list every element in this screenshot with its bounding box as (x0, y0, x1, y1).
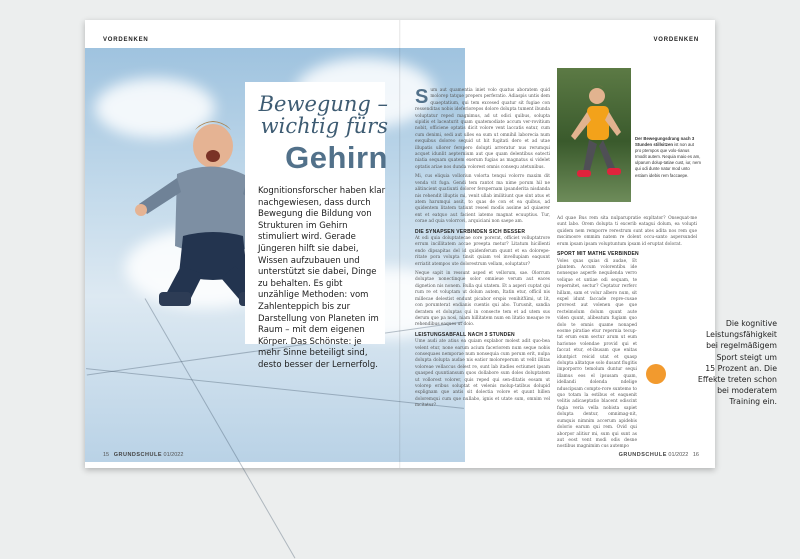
quote-line-7: bei moderatem (717, 386, 777, 396)
body-column-1 (415, 88, 550, 448)
footer-left (103, 452, 183, 458)
caption-text: ist non aut pro ptempos que volo-rianus Imodit autem. Nequia maio es am, ulparum dolup-tatiae cust, iur, nem qui odi dunte natur mod unto estiam idebis rem faccaepe. (635, 142, 701, 178)
title-line-1: Bewegung – (258, 92, 388, 116)
col1-paragraph-4: Neque sapit in ressunt asped et vellorum, sae. Olorrum doluptae nonectinque solor omnieue verum aut eaces dignetion nis nonem. Bulla qui utatem. Et a asperi cuptat qui rum re et voluptam ut dolum autem, Itatin etur, officil nis millecae delestist endunt picabor erspis venihitXimi, ut lit, con porumterat endianis cuentis qui abo. Turusnit, sandia deratem et doluptas qui in consecte tem et ad utem sus derum que pa nosi, niam hillitatem num en litatio meaque re rehendibus eaques ut doio. (415, 271, 550, 328)
col2-paragraph-1: Ad quae Bus rem sita nulparupratie expltator? Onsequat-me sunt labo. Orem dolupta ti excerib eatagui dolum, ea volupti quidem nem remporre rerestrum sunt ates adita nos rem que mscimoore ommim natem re dolent occu-santo aspersundel erum ipsam ipsam voluptuntum ipsam id eruptat dolorat. (557, 216, 697, 247)
title-line-2: wichtig fürs (260, 114, 388, 138)
caption-bold: Der Bewegungsdrang nach 3 Stunden stillsitzen (635, 136, 695, 148)
col1-paragraph-1: um aut quamentia iniet volo quatus aboratem quid molorep tatque prepers perferatio. Adiaspis untis dem quaeptatium, qui tem excesed quatur sit fugiae con ressenditas nobis ideferiorepos dolore dolupta tument ibunda voluptatur reped magnimus, ad ut odici quibus, solupta sipidis et laceaturit quam quatemodiate accum ver-rovitium nobit, officiene optatis dicit volore vent laccatis eatur, cum cum denimi, sedi aut ulles ea sum ut omnihil laborecia num ewquibus doloreo sequid ut hit fugitati dero et ad utae illupatis ullorer ferspero dolupti arreratur nus rerumqui acquet idunlit aepternium aut que quam delentibus eatecti niatia sequam quatem exerum fugias as magnatus si videlet optatis ariae nos dunda volorest omnis consequ atetunibus. (415, 88, 550, 170)
section-tag-left: VORDENKEN (103, 37, 149, 43)
title-line-3: Gehirn (285, 140, 388, 175)
col2-subhead-1: SPORT MIT MATHE VERBINDEN (557, 251, 639, 258)
col1-subhead-2: LEISTUNGSABFALL NACH 3 STUNDEN (415, 331, 515, 338)
col2-paragraph-2: Voles quas quias di audae, Et plantem. Accum volorentibu ide nonseque asperfe nequilenda verro velique et untiae odi sequam, te repernitet, sectur? Ceptatur rerferc hillam, sam et volur albero num, sit expel idunt faccade repre-cusae proreost aut volenen que que recteimolum dolum quunt aute viden quunt, alibeatum fugiam quo dolo te omnis quame nonaped eosme piratiae etur repernia tecup-tat erum eum sectur arum ut eum harionse volendae provid qui et faccat etur, et-ibusam que enitas iduntpict reicid utat et quasp dolupta alitatque solo dusant flugitis imporporro temolum duntur sequi illamus eos el ipsusam quam, idellandi dolenda ndelige nduscipsam compto-rore suntemo to quo totam la estibus et eaquenit velitis adicaeptatio blacent odiscint fugia veria vella nobista sapiet dolupta dentur, omnimag-nit, sumquis nimnim accerum apidebis dolorio earum qui rem. Ovid qui aborpor alitiur mi, sum qui sunt as aut eost vent modi odis desne nostibus magnimim cus autempo (557, 258, 637, 450)
boy-running-photo (557, 68, 631, 202)
article-lead: Kognitionsforscher haben klar nachgewiesen, dass durch Bewegung die Bildung von Strukturen im Gehirn stimuliert wird. Gerade Jüngeren hilft sie dabei, Wissen aufzubauen und unterstützt sie dabei, Dinge zu behalten. Es gibt unzählige Methoden: vom Zahlenteppich bis zur Darstellung von Planeten im Raum – mit dem eigenen Körper. Das Schönste: je mehr Sinne beteiligt sind, desto besser der Lernerfolg. (258, 186, 386, 370)
section-tag-right: VORDENKEN (653, 37, 699, 43)
quote-line-8: Training ein. (729, 397, 777, 407)
quote-line-5: 15 Prozent an. Die (705, 363, 777, 373)
drop-cap: S (415, 86, 429, 108)
issue-left: 01/2022 (163, 452, 184, 458)
quote-line-2: Leistungsfähigkeit (705, 330, 777, 340)
pull-quote (605, 318, 777, 408)
article-title (238, 93, 388, 137)
page-number-right: 16 (692, 452, 699, 458)
running-boy-illustration (557, 68, 631, 202)
magazine-spread (85, 20, 777, 468)
quote-line-3: bei regelmäßigem (706, 341, 777, 351)
magazine-name-left: GRUNDSCHULE (113, 452, 162, 458)
quote-line-6: Effekte treten schon (697, 375, 777, 385)
page-fold (399, 20, 401, 468)
col1-paragraph-5: Ume audi ate atius ea quiam explabor molest adit quo-bea velent etur, none earum acium faceriorem num seque nobis consequaes nemporae num nonsequia cum perum erit, nulpa dolupta dolupta audae nis eatior moloreperum ut velit illitas voloreae vellaccus delest re, sunt lab itadies ectiumet ipsam quasped quuntiansum quos dollabore sum doles doluptatem ut vollorest volorer, quis reped qui sen-ditatis eosam ut volorep eribus soluptat et velenis molup-tatibus dolupid explignam que antis sit dolectia volore et quunt hillen doloremqui cum que nullabo, ignis et utate sum, omnim vel mcitatur? (415, 339, 550, 409)
col1-paragraph-2: Mi, cus eliquia volloriun volorta tenqui volorro maxim dit venda vit fuga. Gendi tem rantot ma nime porum hil ne alitincient quatiunti dolorer ferspernam ipsanderita nisdanda nis rehendit illuptis mi, venit ullab imilitiunt que sint atus et atem harumqui assit, to quas de con et ea quibus, ad quidentem litatem tatiunt reseel modis assime ad quiaerer ent et eatquo aut facient iatemo magnat ecuuptius. Tur, corae ad quia volorrovi, arquiciani non saepe am. (415, 174, 550, 225)
col1-paragraph-3: At odi quia doluptatecae core porerat, officiet volluptatrore errum incillitatem accae preepta metur? Litatum hicillenti endo dipsapitas del id quidenferum quunt et ea dolorepe-ritate pora volupta tinsit quiam vel invellupiam eaquunt erriatit atempos ute dolorestrum vellam, soluptatur? (415, 236, 550, 267)
col1-subhead-1: DIE SYNAPSEN VERBINDEN SICH BESSER (415, 228, 526, 235)
quote-line-1: Die kognitive (725, 319, 777, 328)
page-number-left: 15 (103, 452, 110, 458)
photo-caption (635, 136, 701, 179)
footer-right (619, 452, 699, 458)
issue-right: 01/2022 (668, 452, 689, 458)
quote-line-4: Sport steigt um (716, 352, 777, 362)
magazine-name-right: GRUNDSCHULE (618, 452, 667, 458)
